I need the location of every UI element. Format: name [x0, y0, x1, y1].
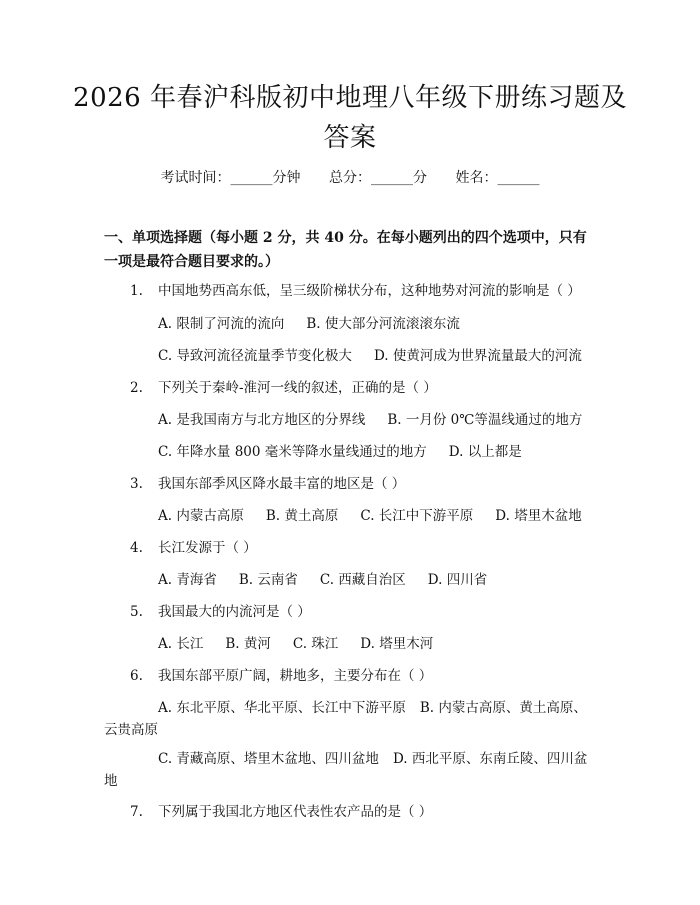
option-d: D. 以上都是: [448, 444, 522, 460]
option-b: B. 黄河: [225, 636, 271, 652]
question-2-options-row2: [158, 442, 544, 462]
question-4-options: [158, 570, 509, 590]
option-b: B. 使大部分河流滚滚东流: [306, 316, 460, 332]
question-stem: 我国最大的内流河是（ ）: [158, 604, 311, 620]
option-a: A. 限制了河流的流向: [158, 316, 285, 332]
question-number: 2.: [130, 380, 143, 396]
question-stem: 下列关于秦岭-淮河一线的叙述，正确的是（ ）: [158, 380, 437, 396]
exam-time: 考试时间：______分钟: [160, 170, 301, 186]
option-c: C. 年降水量 800 毫米等降水量线通过的地方: [158, 444, 427, 460]
question-stem: 长江发源于（ ）: [158, 540, 257, 556]
question-1-options-row1: [158, 314, 482, 334]
question-1: [130, 281, 581, 301]
exam-score: 总分：______分: [329, 170, 427, 186]
question-number: 5.: [130, 604, 143, 620]
question-1-options-row2: [158, 346, 604, 366]
question-2-options-row1: [158, 410, 604, 430]
question-stem: 我国东部平原广阔，耕地多，主要分布在（ ）: [158, 668, 433, 684]
page-title: 2026 年春沪科版初中地理八年级下册练习题及答案: [73, 83, 627, 153]
option-d: D. 四川省: [427, 572, 488, 588]
question-stem: 中国地势西高东低，呈三级阶梯状分布，这种地势对河流的影响是（ ）: [158, 283, 581, 299]
option-c: C. 导致河流径流量季节变化极大: [158, 348, 352, 364]
question-7: [130, 802, 432, 822]
question-stem: 我国东部季风区降水最丰富的地区是（ ）: [158, 476, 406, 492]
option-a: A. 长江: [158, 636, 204, 652]
section-heading: 一、单项选择题（每小题 2 分，共 40 分。在每小题列出的四个选项中，只有一项是最符合题目要求的。）: [104, 230, 587, 270]
option-d: D. 塔里木河: [360, 636, 434, 652]
option-c: C. 青藏高原、塔里木盆地、四川盆地: [158, 751, 379, 767]
option-d: D. 使黄河成为世界流量最大的河流: [373, 348, 582, 364]
question-4: [130, 538, 257, 558]
question-3: [130, 474, 405, 494]
question-number: 7.: [130, 804, 143, 820]
option-b: B. 一月份 0℃等温线通过的地方: [387, 412, 583, 428]
option-d: D. 西北平原、东南丘陵、四川盆地: [104, 751, 588, 789]
option-c: C. 西藏自治区: [319, 572, 406, 588]
option-b: B. 云南省: [238, 572, 298, 588]
option-a: A. 是我国南方与北方地区的分界线: [158, 412, 366, 428]
question-3-options: [158, 506, 604, 526]
option-a: A. 内蒙古高原: [158, 508, 244, 524]
question-2: [130, 378, 437, 398]
question-number: 3.: [130, 476, 143, 492]
question-6-options-row1: [104, 697, 600, 741]
option-c: C. 珠江: [292, 636, 339, 652]
question-number: 6.: [130, 668, 143, 684]
option-a: A. 青海省: [158, 572, 217, 588]
option-b: B. 内蒙古高原、黄土高原、云贵高原: [104, 700, 587, 738]
option-a: A. 东北平原、华北平原、长江中下游平原: [158, 700, 406, 716]
question-number: 1.: [130, 283, 143, 299]
question-stem: 下列属于我国北方地区代表性农产品的是（ ）: [158, 804, 433, 820]
question-5: [130, 602, 311, 622]
option-b: B. 黄土高原: [265, 508, 339, 524]
option-d: D. 塔里木盆地: [495, 508, 582, 524]
question-6-options-row2: [104, 748, 600, 792]
question-5-options: [158, 634, 455, 654]
exam-name: 姓名：______: [455, 170, 540, 186]
exam-meta: [0, 168, 700, 188]
question-6: [130, 666, 432, 686]
question-number: 4.: [130, 540, 143, 556]
option-c: C. 长江中下游平原: [360, 508, 474, 524]
